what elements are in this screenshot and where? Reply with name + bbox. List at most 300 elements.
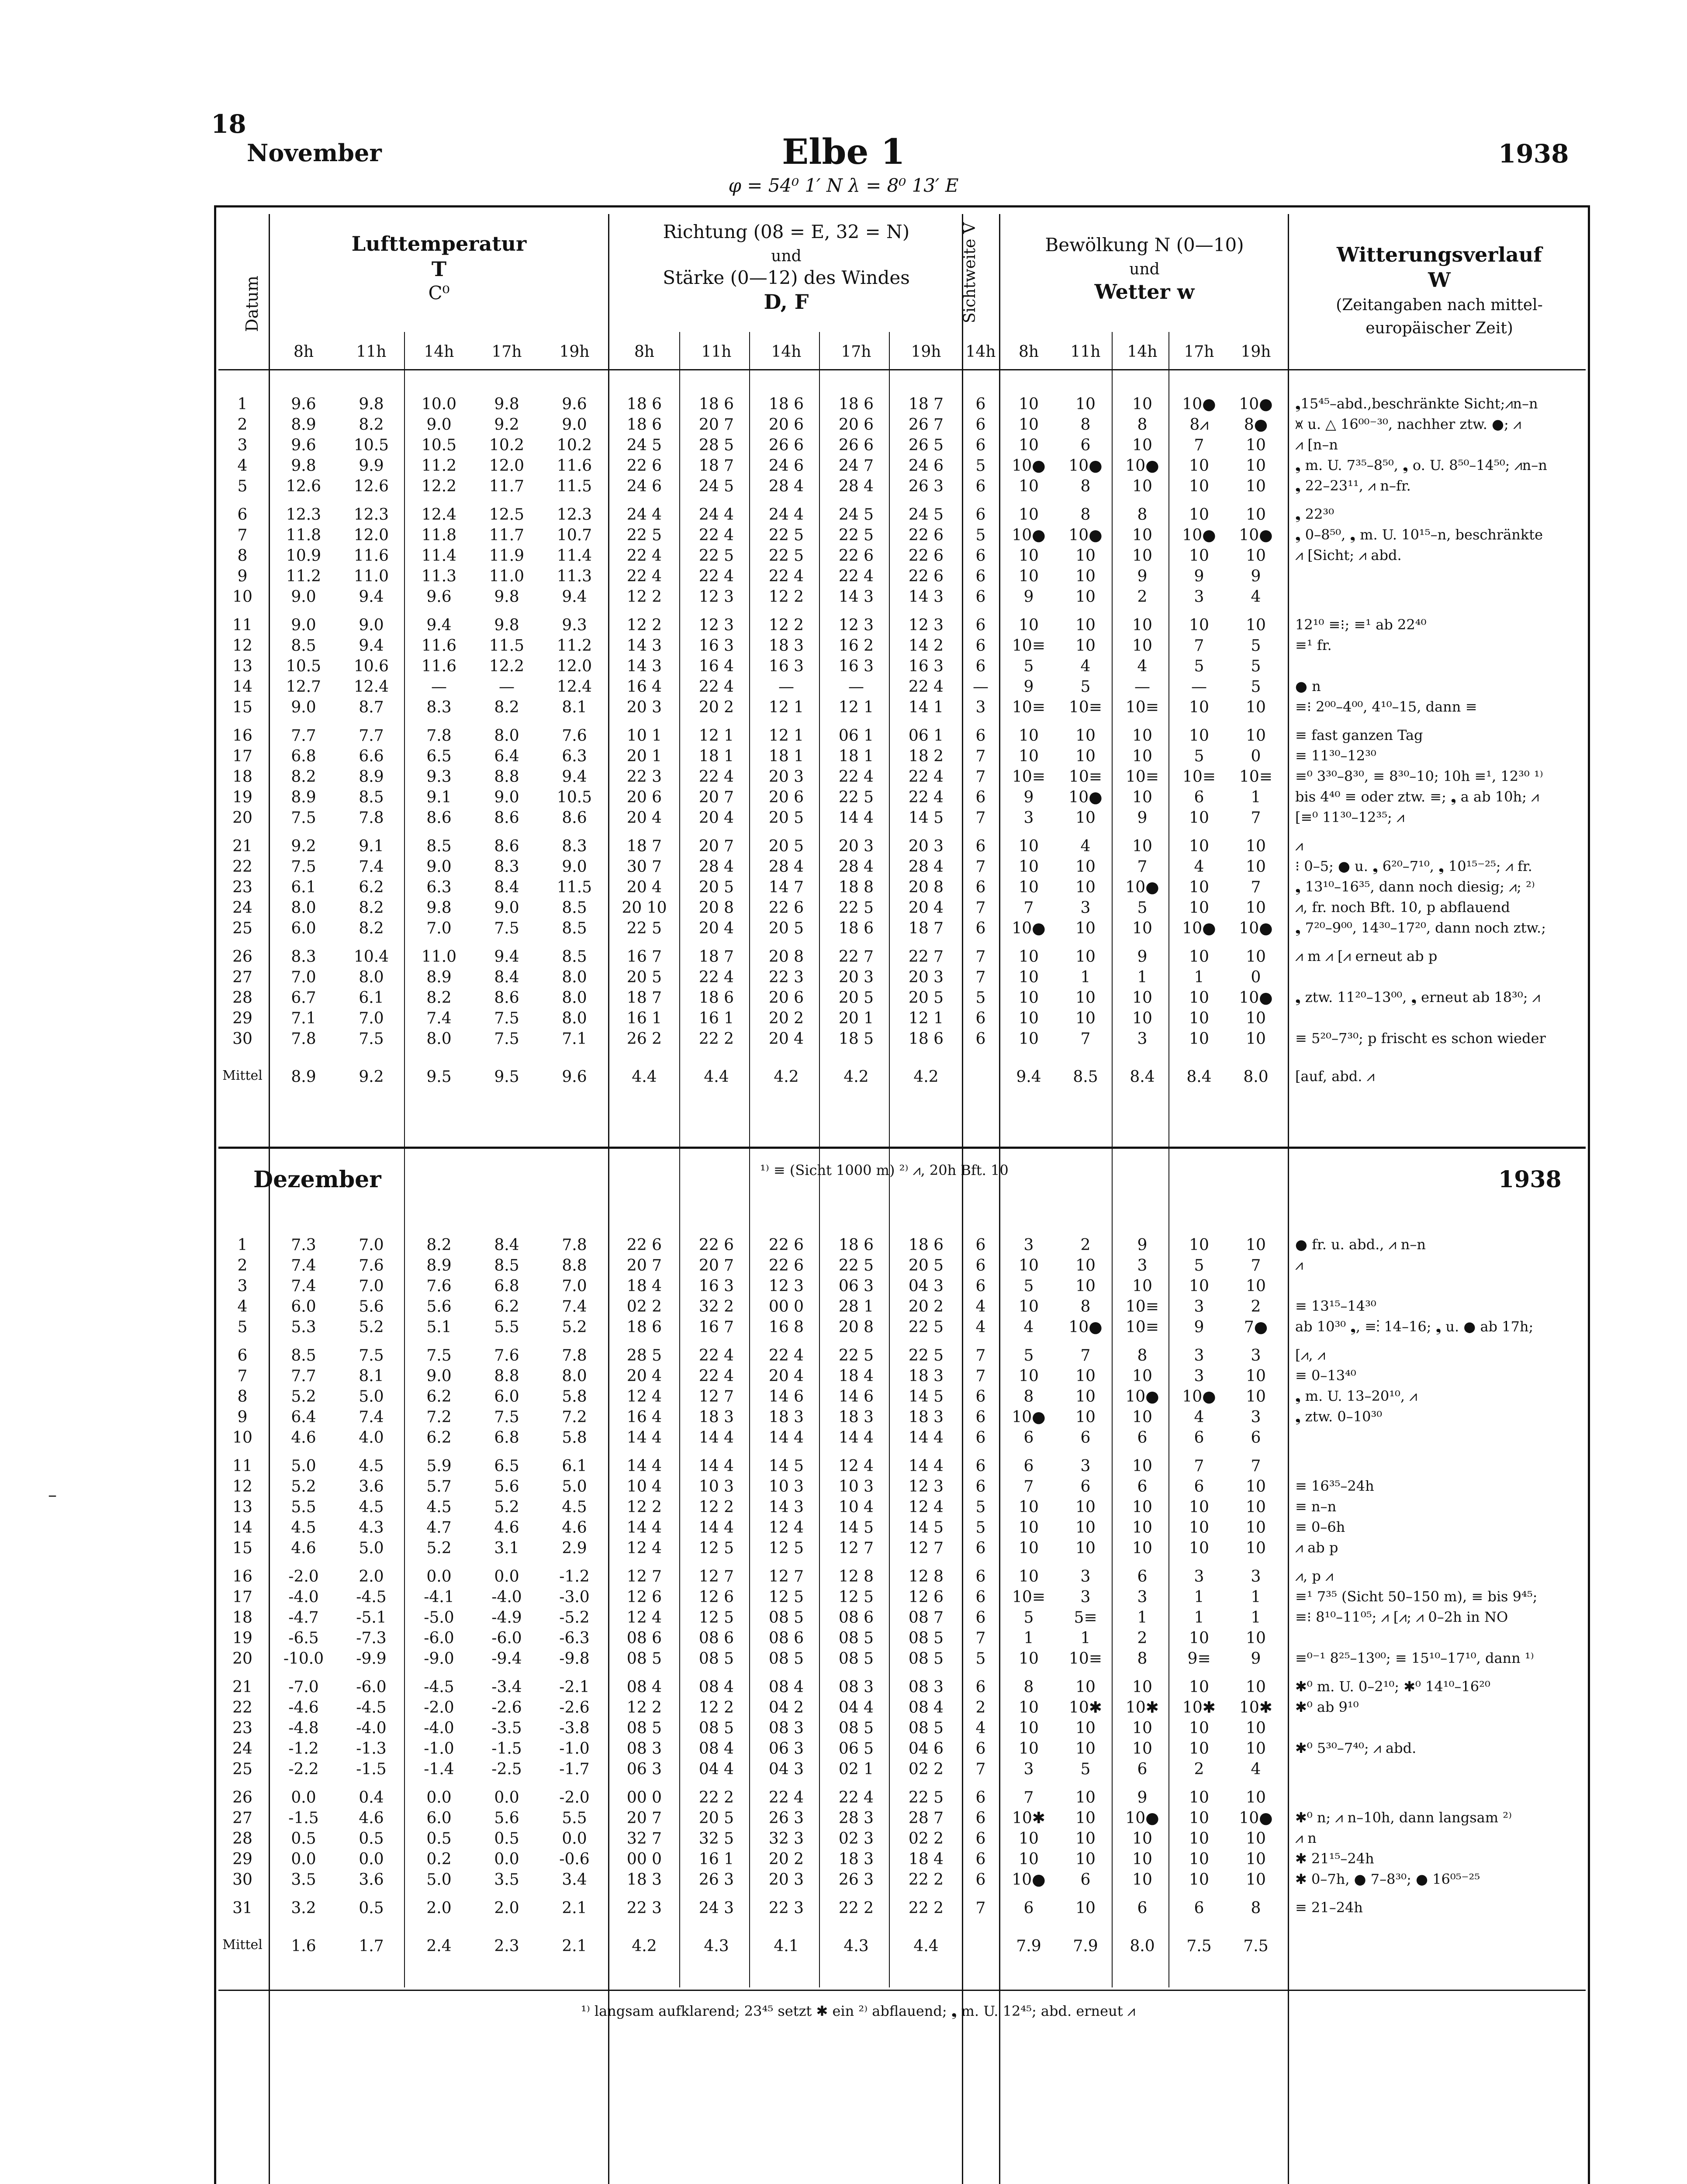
value-cell: 9.1 — [359, 837, 384, 855]
value-cell: -9.9 — [356, 1650, 387, 1668]
day-cell: 14 — [232, 1519, 252, 1537]
value-cell: 6.8 — [494, 1429, 519, 1447]
value-cell: 10≡ — [1069, 698, 1102, 716]
value-cell: 4 — [975, 1298, 986, 1316]
day-cell: 29 — [232, 1009, 252, 1027]
table-row — [0, 1588, 1687, 1609]
table-row — [0, 678, 1687, 699]
value-cell: 6 — [1137, 1568, 1148, 1586]
value-cell: 4.6 — [494, 1519, 519, 1537]
november-footnote: ¹⁾ ≡ (Sicht 1000 m) ²⁾ ⩘, 20h Bft. 10 — [760, 1162, 1009, 1178]
value-cell: 7.0 — [291, 968, 316, 986]
day-cell: 22 — [232, 1699, 252, 1717]
value-cell: -4.5 — [356, 1699, 387, 1717]
value-cell: 10 3 — [698, 1478, 734, 1496]
value-cell: 18 7 — [908, 395, 944, 413]
value-cell: 08 6 — [768, 1629, 804, 1647]
value-cell: 10 — [1075, 727, 1096, 745]
year-title: 1938 — [1498, 139, 1569, 169]
day-cell: 26 — [232, 1789, 252, 1807]
value-cell: 20 5 — [838, 989, 874, 1007]
value-cell: 10● — [1239, 526, 1273, 544]
value-cell: 08 5 — [838, 1719, 874, 1737]
value-cell: 18 3 — [768, 637, 804, 655]
value-cell: 10 — [1019, 1519, 1039, 1537]
value-cell: 5 — [1080, 678, 1091, 696]
value-cell: -5.1 — [356, 1609, 387, 1627]
value-cell: 10 — [1019, 858, 1039, 876]
table-row — [0, 1009, 1687, 1030]
weather-remark: ⩘ [n–n — [1295, 436, 1338, 453]
value-cell: 5.5 — [494, 1318, 519, 1336]
value-cell: 7 — [975, 1899, 986, 1917]
value-cell: 10 — [1075, 1277, 1096, 1295]
value-cell: 22 6 — [626, 457, 662, 475]
value-cell: 9 — [1023, 788, 1034, 806]
value-cell: 7.8 — [562, 1347, 587, 1365]
value-cell: 10 — [1189, 1719, 1209, 1737]
day-cell: 30 — [232, 1871, 252, 1889]
value-cell: 7 — [1023, 1789, 1034, 1807]
value-cell: 0.0 — [426, 1789, 452, 1807]
value-cell: 18 6 — [908, 1236, 944, 1254]
value-cell: 7 — [1137, 858, 1148, 876]
mean-cell: 1.6 — [291, 1937, 316, 1955]
table-row — [0, 1388, 1687, 1409]
value-cell: 7.7 — [291, 727, 316, 745]
value-cell: 22 6 — [626, 1236, 662, 1254]
value-cell: 8.2 — [494, 698, 519, 716]
value-cell: 6.2 — [359, 878, 384, 896]
value-cell: 12 4 — [768, 1519, 804, 1537]
value-cell: 18 3 — [626, 1871, 662, 1889]
value-cell: 4.6 — [291, 1539, 316, 1557]
value-cell: 18 8 — [838, 878, 874, 896]
value-cell: -6.0 — [491, 1629, 522, 1647]
value-cell: -4.5 — [356, 1588, 387, 1606]
value-cell: 10 — [1019, 837, 1039, 855]
value-cell: 10 — [1075, 1850, 1096, 1868]
value-cell: 10 — [1075, 1899, 1096, 1917]
table-row — [0, 1629, 1687, 1650]
column-subdivider — [889, 332, 890, 1987]
value-cell: -5.0 — [424, 1609, 454, 1627]
weather-remark: ✱ 21¹⁵–24h — [1295, 1850, 1374, 1867]
value-cell: 11.8 — [421, 526, 457, 544]
value-cell: 20 2 — [698, 698, 734, 716]
value-cell: 08 3 — [838, 1678, 874, 1696]
value-cell: 12 2 — [698, 1699, 734, 1717]
value-cell: 5≡ — [1074, 1609, 1097, 1627]
value-cell: 12 4 — [908, 1498, 944, 1516]
value-cell: 14 6 — [838, 1388, 874, 1406]
value-cell: 14 3 — [908, 588, 944, 606]
value-cell: 8.2 — [359, 919, 384, 937]
value-cell: 0.5 — [359, 1830, 384, 1848]
value-cell: 7.7 — [291, 1367, 316, 1385]
table-row — [0, 1408, 1687, 1429]
value-cell: 22 4 — [838, 1789, 874, 1807]
value-cell: 6.6 — [359, 747, 384, 765]
value-cell: 10 — [1075, 1830, 1096, 1848]
value-cell: 6 — [1080, 436, 1091, 454]
value-cell: 1 — [1194, 968, 1204, 986]
bottom-divider — [218, 1990, 1586, 1991]
day-cell: 3 — [237, 436, 248, 454]
day-cell: 26 — [232, 948, 252, 966]
value-cell: 6 — [1023, 1899, 1034, 1917]
day-cell: 3 — [237, 1277, 248, 1295]
value-cell: 18 6 — [626, 416, 662, 434]
value-cell: 10✱ — [1126, 1699, 1159, 1717]
value-cell: 22 2 — [698, 1030, 734, 1048]
value-cell: 8.0 — [562, 1009, 587, 1027]
value-cell: 12.3 — [286, 506, 321, 524]
value-cell: 5.0 — [426, 1871, 452, 1889]
temperature-header — [271, 232, 607, 305]
weather-title-1: Witterungsverlauf — [1336, 243, 1542, 266]
value-cell: 0.0 — [562, 1830, 587, 1848]
value-cell: 10 — [1019, 416, 1039, 434]
value-cell: 10 — [1132, 616, 1152, 634]
value-cell: 9.8 — [426, 899, 452, 917]
weather-remark: ⩘ m ⩘ [⩘ erneut ab p — [1295, 948, 1438, 964]
weather-remark: ≡⁰ 3³⁰–8³⁰, ≡ 8³⁰–10; 10h ≡¹, 12³⁰ ¹⁾ — [1295, 768, 1543, 784]
value-cell: 22 5 — [768, 547, 804, 565]
value-cell: 6.1 — [562, 1457, 587, 1475]
value-cell: 10≡ — [1126, 1298, 1159, 1316]
mean-cell: 8.4 — [1186, 1068, 1212, 1086]
value-cell: 10● — [1125, 457, 1159, 475]
value-cell: 6 — [1023, 1429, 1034, 1447]
value-cell: 11.4 — [557, 547, 592, 565]
value-cell: 16 1 — [698, 1009, 734, 1027]
value-cell: -3.5 — [491, 1719, 522, 1737]
value-cell: 11.5 — [489, 637, 525, 655]
value-cell: 18 6 — [698, 395, 734, 413]
weather-remark: ≡⁝ 8¹⁰–11⁰⁵; ⩘ [⩘; ⩘ 0–2h in NO — [1295, 1609, 1508, 1625]
value-cell: 6 — [1194, 1478, 1204, 1496]
value-cell: 10 — [1189, 506, 1209, 524]
value-cell: 8.9 — [291, 788, 316, 806]
value-cell: 9.2 — [291, 837, 316, 855]
value-cell: 2 — [1137, 1629, 1148, 1647]
value-cell: 08 4 — [698, 1678, 734, 1696]
page-number: 18 — [211, 109, 246, 139]
station-title: Elbe 1 — [782, 131, 905, 172]
value-cell: 12 6 — [626, 1588, 662, 1606]
mean-cell: 4.2 — [632, 1937, 657, 1955]
value-cell: 7.5 — [494, 919, 519, 937]
value-cell: 10 — [1189, 1789, 1209, 1807]
value-cell: 10 — [1075, 567, 1096, 585]
day-cell: 17 — [232, 747, 252, 765]
value-cell: 18 6 — [838, 919, 874, 937]
value-cell: 0 — [1251, 747, 1261, 765]
day-cell: 18 — [232, 1609, 252, 1627]
value-cell: 6.3 — [426, 878, 452, 896]
value-cell: 12 5 — [698, 1539, 734, 1557]
value-cell: 3.6 — [359, 1478, 384, 1496]
table-row — [0, 919, 1687, 940]
weather-remark: ❟ ztw. 11²⁰–13⁰⁰, ❟ erneut ab 18³⁰; ⩘ — [1295, 989, 1540, 1006]
value-cell: 10 — [1132, 1719, 1152, 1737]
day-cell: 17 — [232, 1588, 252, 1606]
table-row — [0, 747, 1687, 768]
table-row — [0, 1850, 1687, 1871]
value-cell: 16 3 — [838, 657, 874, 675]
value-cell: 10 — [1246, 698, 1266, 716]
value-cell: 10● — [1068, 526, 1103, 544]
value-cell: 5 — [1251, 678, 1261, 696]
weather-remark: ⁝ 0–5; ● u. ❟ 6²⁰–7¹⁰, ❟ 10¹⁵⁻²⁵; ⩘ fr. — [1295, 858, 1532, 874]
value-cell: 20 2 — [768, 1850, 804, 1868]
value-cell: 3 — [1194, 1568, 1204, 1586]
value-cell: -7.3 — [356, 1629, 387, 1647]
value-cell: 8.2 — [359, 416, 384, 434]
value-cell: 5.7 — [426, 1478, 452, 1496]
value-cell: 10 — [1019, 989, 1039, 1007]
value-cell: 10 — [1075, 616, 1096, 634]
value-cell: 11.6 — [421, 657, 457, 675]
value-cell: 9.0 — [359, 616, 384, 634]
value-cell: 24 3 — [698, 1899, 734, 1917]
value-cell: 26 6 — [768, 436, 804, 454]
value-cell: 9.0 — [291, 698, 316, 716]
value-cell: 08 4 — [698, 1740, 734, 1758]
value-cell: 10 — [1075, 919, 1096, 937]
value-cell: 9.3 — [426, 768, 452, 786]
weather-remark: ≡ 13¹⁵–14³⁰ — [1295, 1298, 1376, 1314]
value-cell: 9.6 — [291, 436, 316, 454]
value-cell: — — [499, 678, 515, 696]
value-cell: -4.6 — [288, 1699, 319, 1717]
value-cell: -2.0 — [559, 1789, 590, 1807]
value-cell: 28 1 — [838, 1298, 874, 1316]
value-cell: 3.5 — [494, 1871, 519, 1889]
value-cell: 8 — [1080, 477, 1091, 495]
table-row — [0, 1699, 1687, 1720]
value-cell: -1.7 — [559, 1760, 590, 1778]
value-cell: 7 — [1251, 878, 1261, 896]
value-cell: 18 6 — [626, 1318, 662, 1336]
value-cell: 24 7 — [838, 457, 874, 475]
value-cell: — — [848, 678, 864, 696]
value-cell: -4.7 — [288, 1609, 319, 1627]
day-cell: 28 — [232, 1830, 252, 1848]
value-cell: 5.6 — [426, 1298, 452, 1316]
value-cell: 5.2 — [359, 1318, 384, 1336]
value-cell: 7.5 — [291, 858, 316, 876]
weather-remark: ✱⁰ n; ⩘ n–10h, dann langsam ²⁾ — [1295, 1809, 1512, 1826]
table-row — [0, 588, 1687, 609]
value-cell: 18 1 — [698, 747, 734, 765]
december-footnote: ¹⁾ langsam aufklarend; 23⁴⁵ setzt ✱ ein ²⁾ abflauend; ❟ m. U. 12⁴⁵; abd. erneut ⩘ — [581, 2003, 1135, 2019]
value-cell: 10 — [1132, 547, 1152, 565]
table-row — [0, 1809, 1687, 1830]
weather-remark: ❟ m. U. 7³⁵–8⁵⁰, ❟ o. U. 8⁵⁰–14⁵⁰; ⩘n–n — [1295, 457, 1547, 473]
column-subdivider — [749, 332, 750, 1987]
value-cell: 10 — [1132, 1009, 1152, 1027]
value-cell: 8 — [1080, 506, 1091, 524]
value-cell: 12 2 — [698, 1498, 734, 1516]
day-cell: 1 — [237, 1236, 248, 1254]
value-cell: 6 — [975, 1740, 986, 1758]
value-cell: 5 — [1023, 1347, 1034, 1365]
hour-header: 11h — [1070, 343, 1101, 361]
value-cell: 22 4 — [838, 567, 874, 585]
value-cell: 10✱ — [1069, 1699, 1102, 1717]
value-cell: 04 4 — [838, 1699, 874, 1717]
value-cell: 08 5 — [698, 1719, 734, 1737]
value-cell: 12.3 — [353, 506, 389, 524]
value-cell: 10.5 — [421, 436, 457, 454]
value-cell: 10 — [1132, 919, 1152, 937]
value-cell: 4 — [1194, 1408, 1204, 1426]
day-cell: 19 — [232, 1629, 252, 1647]
value-cell: 08 6 — [838, 1609, 874, 1627]
value-cell: 5 — [1023, 1609, 1034, 1627]
value-cell: 10 — [1189, 1498, 1209, 1516]
value-cell: 10 — [1019, 506, 1039, 524]
value-cell: 4.5 — [359, 1457, 384, 1475]
value-cell: 08 5 — [768, 1609, 804, 1627]
column-subdivider — [819, 332, 820, 1987]
value-cell: 08 3 — [908, 1678, 944, 1696]
value-cell: 11.7 — [489, 477, 525, 495]
value-cell: 6 — [975, 919, 986, 937]
value-cell: 12 6 — [908, 1588, 944, 1606]
weather-remark: bis 4⁴⁰ ≡ oder ztw. ≡; ❟ a ab 10h; ⩘ — [1295, 788, 1539, 805]
day-cell: 2 — [237, 1257, 248, 1275]
value-cell: 7.5 — [359, 1030, 384, 1048]
value-cell: 10.4 — [353, 948, 389, 966]
value-cell: 10 — [1019, 436, 1039, 454]
value-cell: 0.0 — [291, 1789, 316, 1807]
temperature-symbol: T — [431, 257, 447, 281]
value-cell: 5.8 — [562, 1388, 587, 1406]
value-cell: 6 — [975, 547, 986, 565]
value-cell: 10● — [1182, 395, 1216, 413]
weather-remark: ● n — [1295, 678, 1321, 695]
mean-cell: 4.4 — [913, 1937, 939, 1955]
value-cell: 8 — [1251, 1899, 1261, 1917]
value-cell: 12 7 — [908, 1539, 944, 1557]
value-cell: 1 — [1194, 1609, 1204, 1627]
value-cell: 8⩘ — [1189, 416, 1209, 434]
value-cell: 6.2 — [426, 1429, 452, 1447]
value-cell: 26 7 — [908, 416, 944, 434]
value-cell: -2.5 — [491, 1760, 522, 1778]
weather-remark: ≡⁝ 2⁰⁰–4⁰⁰, 4¹⁰–15, dann ≡ — [1295, 698, 1477, 715]
value-cell: 1 — [1080, 968, 1091, 986]
value-cell: 8 — [1080, 1298, 1091, 1316]
value-cell: 4.5 — [426, 1498, 452, 1516]
value-cell: 18 4 — [838, 1367, 874, 1385]
table-row — [0, 968, 1687, 989]
value-cell: 7 — [975, 1367, 986, 1385]
value-cell: 10● — [1182, 526, 1216, 544]
value-cell: 10 3 — [838, 1478, 874, 1496]
value-cell: 16 7 — [698, 1318, 734, 1336]
value-cell: 10 — [1075, 1809, 1096, 1827]
value-cell: 22 6 — [908, 547, 944, 565]
value-cell: 10 — [1019, 727, 1039, 745]
value-cell: 10 — [1132, 1740, 1152, 1758]
hour-header: 8h — [293, 343, 314, 361]
value-cell: 12 1 — [698, 727, 734, 745]
value-cell: 14 3 — [838, 588, 874, 606]
value-cell: 08 7 — [908, 1609, 944, 1627]
value-cell: 3 — [1137, 1588, 1148, 1606]
day-cell: 10 — [232, 588, 252, 606]
value-cell: 10 — [1075, 1740, 1096, 1758]
value-cell: 22 4 — [908, 788, 944, 806]
mean-cell: 8.4 — [1130, 1068, 1155, 1086]
value-cell: 18 5 — [838, 1030, 874, 1048]
day-cell: 30 — [232, 1030, 252, 1048]
value-cell: 9.8 — [494, 616, 519, 634]
value-cell: 9.0 — [426, 1367, 452, 1385]
value-cell: 10 — [1246, 1850, 1266, 1868]
value-cell: 10 — [1246, 1367, 1266, 1385]
value-cell: 0.0 — [426, 1568, 452, 1586]
table-row — [0, 837, 1687, 858]
day-cell: 20 — [232, 809, 252, 827]
value-cell: 18 1 — [838, 747, 874, 765]
value-cell: 10 — [1132, 788, 1152, 806]
value-cell: 3 — [1251, 1408, 1261, 1426]
table-row — [0, 727, 1687, 748]
value-cell: 10 — [1075, 1388, 1096, 1406]
value-cell: 10 — [1132, 1678, 1152, 1696]
value-cell: 20 8 — [698, 899, 734, 917]
value-cell: 6 — [975, 1789, 986, 1807]
value-cell: -3.4 — [491, 1678, 522, 1696]
value-cell: 12 7 — [626, 1568, 662, 1586]
value-cell: -4.0 — [288, 1588, 319, 1606]
weather-remark: 12¹⁰ ≡⁝; ≡¹ ab 22⁴⁰ — [1295, 616, 1427, 633]
value-cell: 10 — [1132, 989, 1152, 1007]
value-cell: 12 1 — [768, 727, 804, 745]
value-cell: 14 4 — [768, 1429, 804, 1447]
value-cell: 26 6 — [838, 436, 874, 454]
weather-remark: ≡ 16³⁵–24h — [1295, 1478, 1374, 1494]
value-cell: 9.4 — [562, 768, 587, 786]
weather-remark: ab 10³⁰ ❟, ≡⁝ 14–16; ❟ u. ● ab 17h; — [1295, 1318, 1534, 1335]
value-cell: 6 — [975, 1568, 986, 1586]
weather-title-2: W — [1428, 268, 1451, 292]
hour-header: 8h — [1018, 343, 1039, 361]
value-cell: 10 — [1189, 1009, 1209, 1027]
value-cell: 3 — [1137, 1257, 1148, 1275]
value-cell: -6.0 — [356, 1678, 387, 1696]
value-cell: 20 3 — [768, 1871, 804, 1889]
day-cell: 10 — [232, 1429, 252, 1447]
value-cell: 8.4 — [494, 878, 519, 896]
value-cell: 7 — [975, 858, 986, 876]
value-cell: 10 — [1189, 989, 1209, 1007]
value-cell: 10 — [1075, 809, 1096, 827]
value-cell: 10 — [1246, 1388, 1266, 1406]
value-cell: 20 4 — [626, 1367, 662, 1385]
value-cell: 8.6 — [562, 809, 587, 827]
weather-remark: ⩘ — [1295, 1257, 1303, 1273]
day-cell: 4 — [237, 1298, 248, 1316]
value-cell: 28 4 — [768, 858, 804, 876]
value-cell: 06 1 — [838, 727, 874, 745]
column-divider — [999, 214, 1000, 2184]
